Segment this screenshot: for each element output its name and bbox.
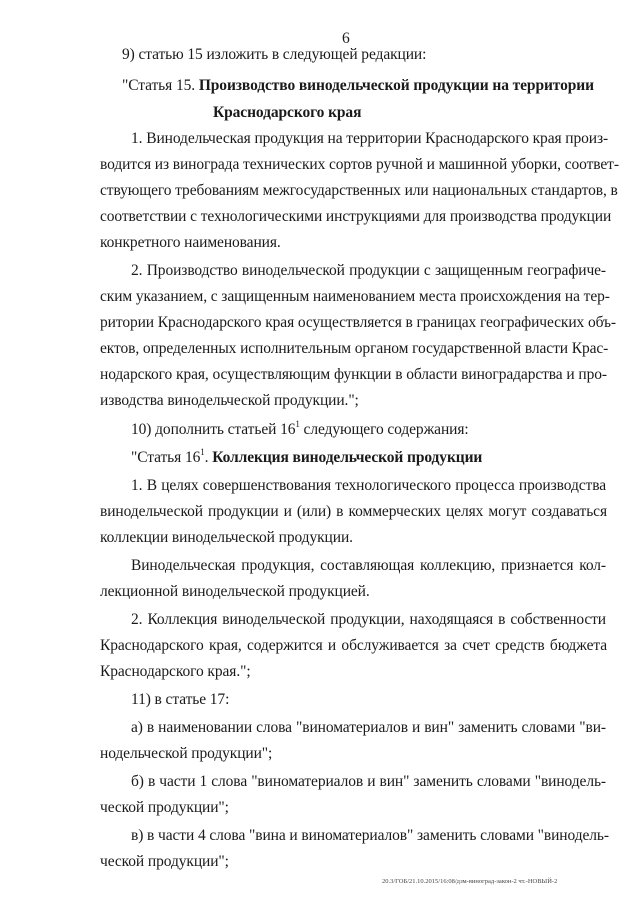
page-number: 6 [342,30,350,47]
footer-file-stamp: 20.3/ГОБ/21.10.2015/16:08/дзм-виноград-закон-2 чт.-НОВЫЙ-2 [382,878,558,885]
p16-1-line: коллекции винодельческой продукции. [100,529,353,546]
article-15-heading [122,77,594,95]
superscript: 1 [200,447,205,457]
p15-2-line: 2. Производство винодельческой продукции с защищенным географиче- [131,262,606,279]
item-10-text-end: следующего содержания: [299,421,469,438]
p16-1-line: 1. В целях совершенствования технологического процесса производства [131,477,606,494]
article-16-prefix-dot: . [204,449,213,466]
article-16-title: Коллекция винодельческой продукции [212,449,483,466]
p15-1-line: ствующего требованиям межгосударственных или национальных стандартов, в [100,182,618,199]
p16-2-line: Краснодарского края."; [100,663,251,680]
p15-1-line: водится из винограда технических сортов ручной и машинной уборки, соответ- [100,156,619,173]
item-11-c-line: ческой продукции"; [100,853,229,870]
p15-2-line: ритории Краснодарского края осуществляется в границах географических объ- [100,314,616,331]
p15-2-line: нодарского края, осуществляющим функции в области виноградарства и про- [100,366,607,383]
item-10-text: 10) дополнить статьей 16 [131,421,296,438]
article-15-title-line-1: Производство винодельческой продукции на территории [198,77,594,94]
article-15-title-line-2: Краснодарского края [213,104,362,121]
p15-1-line: 1. Винодельческая продукция на территории Краснодарского края произ- [131,130,609,147]
p15-2-line: ектов, определенных исполнительным органом государственной власти Крас- [100,340,609,357]
superscript: 1 [295,419,300,429]
item-11-a-line: а) в наименовании слова "виноматериалов и вин" заменить словами "ви- [131,719,606,736]
item-11: 11) в статье 17: [131,691,230,708]
p16-1-line: винодельческой продукции и (или) в коммерческих целях могут создаваться [100,503,607,520]
item-11-b-line: ческой продукции"; [100,799,229,816]
p15-2-line: изводства винодельческой продукции."; [100,392,359,409]
article-16-prefix: "Статья 16 [131,449,201,466]
p16-2-line: 2. Коллекция винодельческой продукции, находящаяся в собственности [131,611,606,628]
item-11-b-line: б) в части 1 слова "виноматериалов и вин" заменить словами "винодель- [131,773,606,790]
p15-1-line: конкретного наименования. [100,234,281,251]
p16-1b-line: лекционной винодельческой продукцией. [100,583,370,600]
p16-1b-line: Винодельческая продукция, составляющая коллекцию, признается кол- [131,557,606,574]
article-16-heading [131,449,482,467]
p16-2-line: Краснодарского края, содержится и обслуживается за счет средств бюджета [100,637,607,654]
p15-1-line: соответствии с технологическими инструкциями для производства продукции [100,208,612,225]
article-15-prefix: "Статья 15. [122,77,199,94]
item-9: 9) статью 15 изложить в следующей редакции: [122,46,427,63]
item-11-c-line: в) в части 4 слова "вина и виноматериалов" заменить словами "винодель- [131,827,609,844]
item-11-a-line: нодельческой продукции"; [100,745,273,762]
p15-2-line: ским указанием, с защищенным наименованием места происхождения на тер- [100,288,610,305]
item-10 [131,421,469,439]
